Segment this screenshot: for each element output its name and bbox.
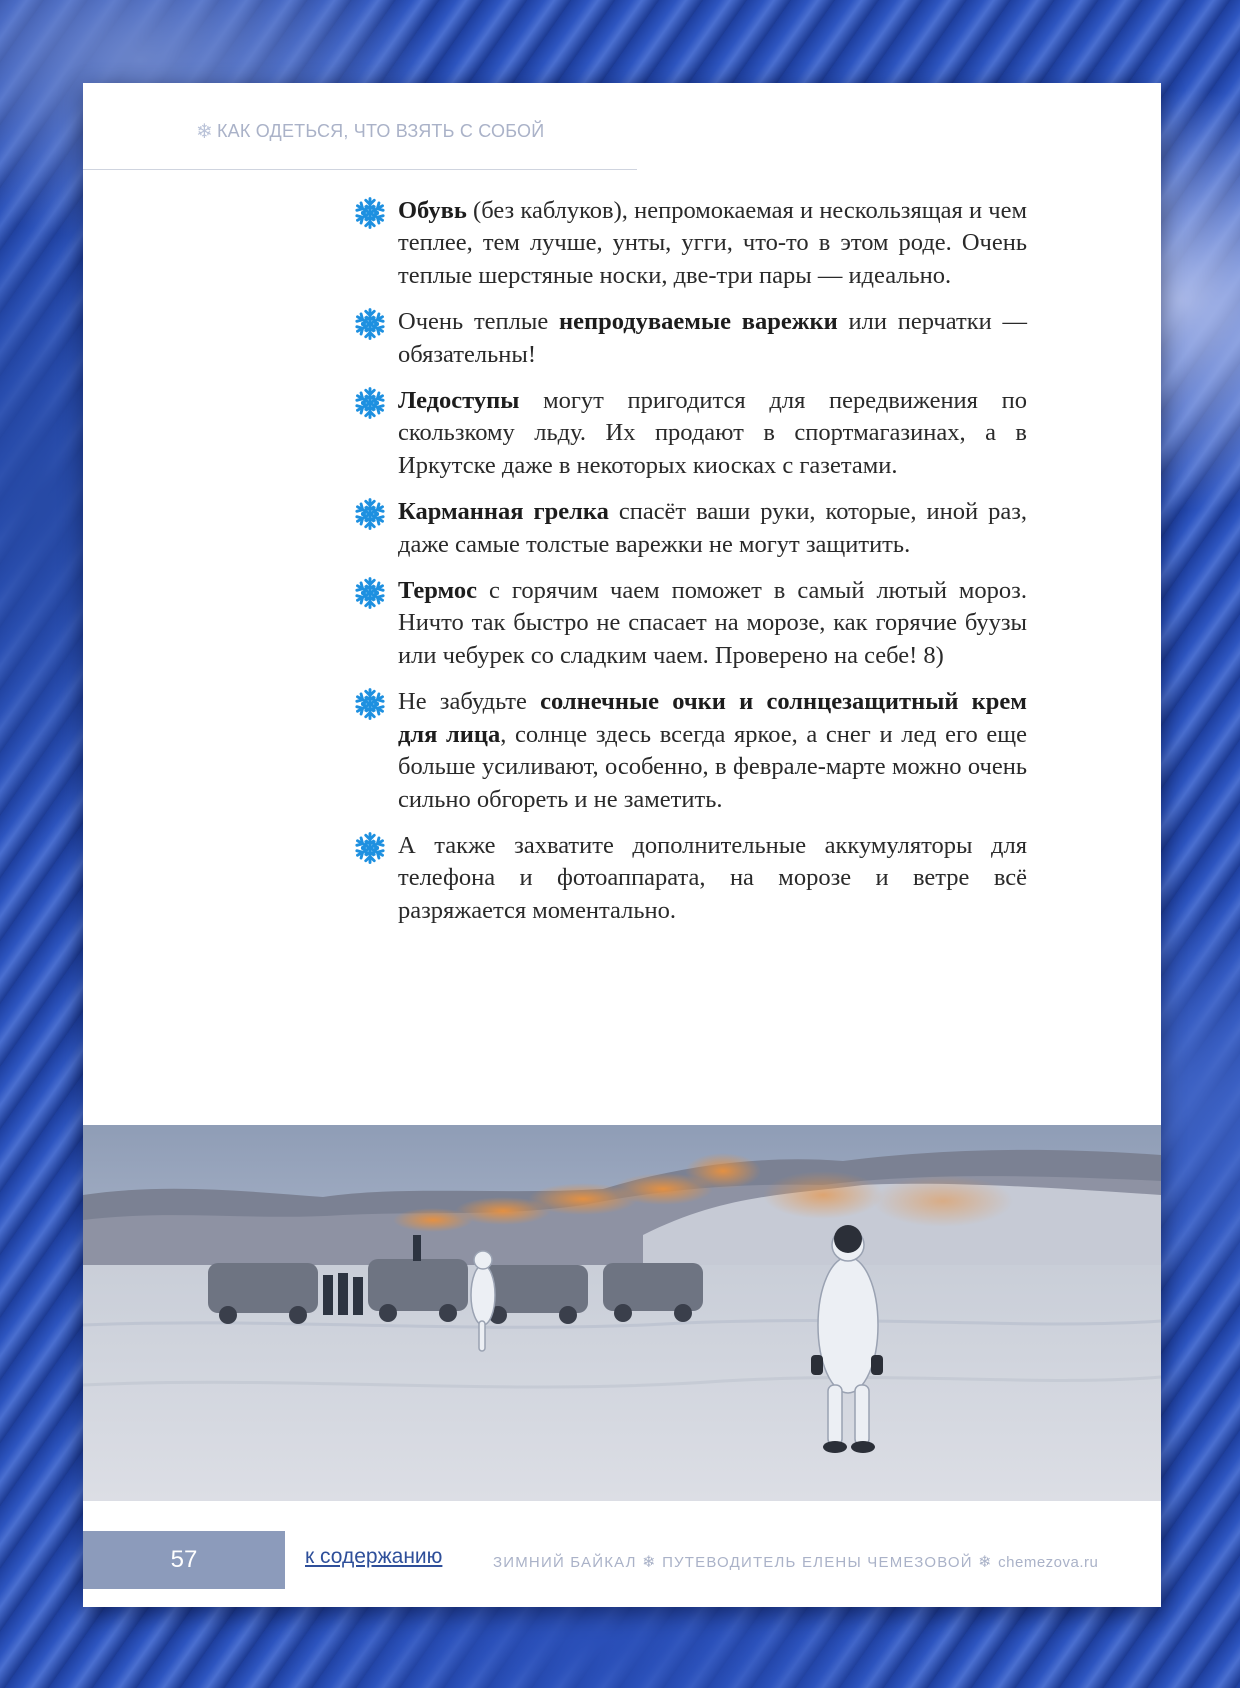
item-bold-text: Обувь bbox=[398, 197, 467, 224]
item-text: Не забудьте bbox=[398, 688, 541, 716]
item-bold-text: солнечные очки и солнцезащитный крем для лица bbox=[398, 688, 1027, 748]
item-text: могут пригодится для передвижения по скользкому льду. Их продают в спортмагазинах, а в Иркутске даже в некоторых киосках с газетами. bbox=[398, 387, 1027, 479]
list-item bbox=[353, 686, 1027, 816]
footer-site: chemezova.ru bbox=[998, 1554, 1099, 1571]
list-item bbox=[353, 385, 1027, 482]
item-text: (без каблуков), непромокаемая и нескользящая и чем теплее, тем лучше, унты, угги, что-то в этом роде. Очень теплые шерстяные носки, две-три пары — идеально. bbox=[398, 197, 1027, 289]
page bbox=[83, 83, 1161, 1607]
snowflake-bullet-icon bbox=[353, 386, 387, 420]
snowflake-bullet-icon bbox=[353, 307, 387, 341]
snowflake-bullet-icon bbox=[353, 576, 387, 610]
footer-book-title: ЗИМНИЙ БАЙКАЛ bbox=[493, 1554, 637, 1571]
toc-link[interactable]: к содержанию bbox=[305, 1545, 443, 1568]
footer-title bbox=[493, 1552, 1098, 1572]
list-item bbox=[353, 306, 1027, 371]
page-number: 57 bbox=[170, 1546, 198, 1573]
item-text: , солнце здесь всегда яркое, а снег и лед его еще больше усиливают, особенно, в феврале-марте можно очень сильно обгореть и не заметить. bbox=[398, 720, 1027, 813]
snowflake-bullet-icon bbox=[353, 687, 387, 721]
item-text: А также захватите дополнительные аккумуляторы для телефона и фотоаппарата, на морозе и ветре всё разряжается моментально. bbox=[398, 831, 1027, 924]
section-title: КАК ОДЕТЬСЯ, ЧТО ВЗЯТЬ С СОБОЙ bbox=[216, 121, 545, 141]
snowflake-icon: ❄ bbox=[642, 1554, 657, 1571]
list-item bbox=[353, 830, 1027, 927]
header-divider bbox=[83, 169, 637, 170]
snowflake-icon: ❄ bbox=[196, 121, 213, 143]
list-item bbox=[353, 496, 1027, 561]
checklist bbox=[353, 195, 1027, 941]
item-bold-text: Термос bbox=[398, 577, 478, 605]
snowflake-icon: ❄ bbox=[978, 1554, 993, 1571]
snowflake-bullet-icon bbox=[353, 497, 387, 531]
item-bold-text: Карманная грелка bbox=[398, 498, 609, 526]
page-number-box bbox=[83, 1531, 285, 1589]
running-header bbox=[196, 119, 544, 144]
item-text: Очень теплые bbox=[398, 308, 560, 336]
item-text: спасёт ваши руки, которые, иной раз, даже самые толстые варежки не могут защитить. bbox=[398, 498, 1027, 558]
item-bold-text: Ледоступы bbox=[398, 387, 520, 415]
item-text: или перчатки — обязательны! bbox=[398, 308, 1027, 368]
item-text: с горячим чаем поможет в самый лютый мороз. Ничто так быстро не спасает на морозе, как горячие буузы или чебурек со сладким чаем. Проверено на себе! 8) bbox=[398, 577, 1027, 669]
snowflake-bullet-icon bbox=[353, 196, 387, 230]
footer-author: ПУТЕВОДИТЕЛЬ ЕЛЕНЫ ЧЕМЕЗОВОЙ bbox=[662, 1554, 973, 1571]
baikal-ice-photo bbox=[83, 1125, 1161, 1501]
snowflake-bullet-icon bbox=[353, 831, 387, 865]
list-item bbox=[353, 195, 1027, 292]
item-bold-text: непродуваемые варежки bbox=[559, 308, 838, 336]
list-item bbox=[353, 575, 1027, 672]
